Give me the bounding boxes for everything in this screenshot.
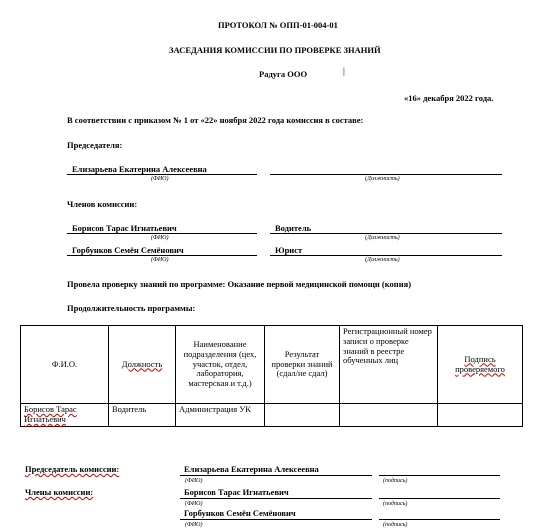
header-position: Должность: [109, 326, 176, 404]
members-heading: Членов комиссии:: [67, 199, 138, 209]
chairman-fio-caption: (ФИО): [151, 176, 169, 182]
signature-fio-caption: (ФИО): [185, 522, 203, 528]
cell-result[interactable]: [265, 404, 340, 427]
member-position: Водитель: [275, 223, 312, 233]
chairman-position-caption: (Должность): [365, 176, 400, 182]
signature-fio-caption: (ФИО): [185, 501, 203, 507]
cell-registry-number[interactable]: [340, 404, 438, 427]
protocol-title: ПРОТОКОЛ № ОПП-01-004-01: [218, 20, 338, 30]
member-position: Юрист: [275, 245, 303, 255]
member-fio-caption: (ФИО): [151, 257, 169, 263]
signature-chairman-label: Председатель комиссии:: [25, 464, 120, 474]
protocol-subtitle: ЗАСЕДАНИЯ КОМИССИИ ПО ПРОВЕРКЕ ЗНАНИЙ: [169, 45, 381, 55]
text-cursor: |: [343, 67, 345, 77]
chairman-heading: Председателя:: [67, 140, 123, 150]
cell-department[interactable]: Администрация УК: [176, 404, 265, 427]
table-header-row: [21, 326, 523, 404]
member-fio-caption: (ФИО): [151, 235, 169, 241]
member-fio-line: [67, 233, 257, 234]
protocol-date: «16» декабря 2022 года.: [404, 93, 494, 103]
chairman-fio-line: [67, 174, 257, 175]
cell-position[interactable]: Водитель: [109, 404, 176, 427]
order-text: В соответствии с приказом № 1 от «22» ноября 2022 года комиссия в составе:: [67, 115, 364, 125]
header-signature: Подпись проверяемого: [438, 326, 523, 404]
cell-fio[interactable]: Борисов Тарас Игнатьевич: [21, 404, 109, 427]
signature-sign-line: [379, 519, 500, 520]
member-position-caption: (Должность): [365, 257, 400, 263]
header-result: Результат проверки знаний (сдал/не сдал): [265, 326, 340, 404]
member-fio-line: [67, 255, 257, 256]
results-table: [20, 325, 523, 427]
chairman-name: Елизарьева Екатерина Алексеевна: [72, 164, 207, 174]
signature-fio-line: [180, 519, 372, 520]
signature-sign-line: [379, 475, 500, 476]
signature-name: Горбунков Семён Семёнович: [184, 508, 296, 518]
table-row: [21, 404, 523, 427]
header-registry-number: Регистрационный номер записи о проверке знаний в реестре обученных лиц: [340, 326, 438, 404]
program-text: Провела проверку знаний по программе: Оказание первой медицинской помощи (копия): [67, 279, 412, 289]
chairman-position-line: [270, 174, 502, 175]
signature-name: Елизарьева Екатерина Алексеевна: [184, 464, 319, 474]
member-position-caption: (Должность): [365, 235, 400, 241]
signature-fio-caption: (ФИО): [185, 478, 203, 484]
member-position-line: [270, 233, 502, 234]
header-department: Наименование подразделения (цех, участок, отдел, лаборатория, мастерская и т.д.): [176, 326, 265, 404]
duration-text: Продолжительность программы:: [67, 303, 196, 313]
member-position-line: [270, 255, 502, 256]
signature-fio-line: [180, 475, 372, 476]
signature-sign-caption: (подпись): [383, 478, 408, 484]
member-name: Борисов Тарас Игнатьевич: [72, 223, 177, 233]
signature-sign-line: [379, 498, 500, 499]
signature-name: Борисов Тарас Игнатьевич: [184, 487, 289, 497]
header-fio: Ф.И.О.: [21, 326, 109, 404]
signature-sign-caption: (подпись): [383, 522, 408, 528]
signature-sign-caption: (подпись): [383, 501, 408, 507]
signature-fio-line: [180, 498, 372, 499]
member-name: Горбунков Семён Семёнович: [72, 245, 184, 255]
organization-name: Радуга ООО: [259, 69, 308, 79]
cell-signature[interactable]: [438, 404, 523, 427]
signature-members-label: Члены комиссии:: [25, 487, 94, 497]
